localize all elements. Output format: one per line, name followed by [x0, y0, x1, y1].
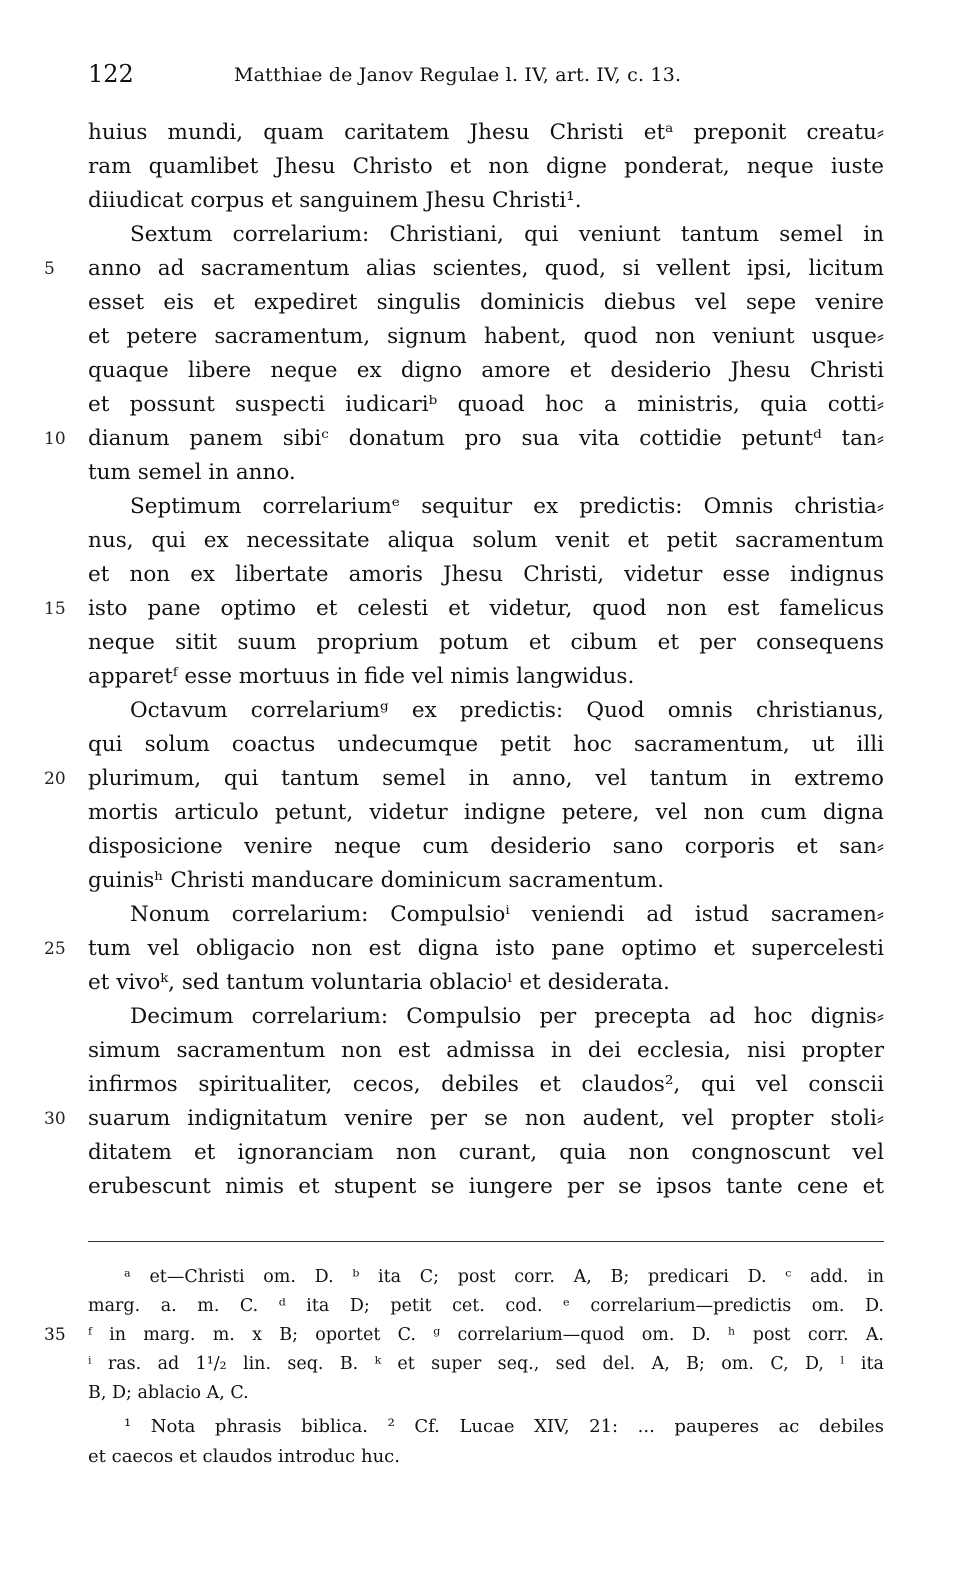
line-text: Septimum correlariumᵉ sequitur ex predictis: Omnis christia⸗ [130, 494, 884, 519]
apparatus-line [88, 1379, 884, 1408]
text-line [88, 490, 884, 524]
line-text: et petere sacramentum, signum habent, quod non veniunt usque⸗ [88, 324, 884, 349]
text-line [44, 1102, 884, 1136]
line-text: esset eis et expediret singulis dominicis diebus vel sepe venire [88, 290, 884, 315]
text-line [88, 184, 884, 218]
line-text: erubescunt nimis et stupent se iungere per se ipsos tante cene et [88, 1174, 884, 1199]
footnote-text: ¹ Nota phrasis biblica. ² Cf. Lucae XIV, 21: ... pauperes ac debiles [124, 1416, 884, 1437]
text-line [88, 1170, 884, 1204]
text-line [88, 150, 884, 184]
line-text: huius mundi, quam caritatem Jhesu Christi etᵃ preponit creatu⸗ [88, 120, 884, 145]
text-line [88, 864, 884, 898]
text-line [44, 762, 884, 796]
line-text: ditatem et ignoranciam non curant, quia non congnoscunt vel [88, 1140, 884, 1165]
line-number: 25 [44, 939, 66, 959]
line-number: 5 [44, 259, 55, 279]
line-text: nus, qui ex necessitate aliqua solum venit et petit sacramentum [88, 528, 884, 553]
line-text: Decimum correlarium: Compulsio per precepta ad hoc dignis⸗ [130, 1004, 884, 1029]
line-number: 30 [44, 1109, 66, 1129]
line-text: Sextum correlarium: Christiani, qui veniunt tantum semel in [130, 222, 884, 247]
critical-apparatus [44, 1263, 884, 1408]
text-line [44, 252, 884, 286]
text-line [88, 558, 884, 592]
line-text: infirmos spiritualiter, cecos, debiles et claudos², qui vel conscii [88, 1072, 884, 1097]
line-text: et possunt suspecti iudicariᵇ quoad hoc a ministris, quia cotti⸗ [88, 392, 884, 417]
apparatus-line [44, 1321, 884, 1350]
text-line [88, 694, 884, 728]
apparatus-text: ᶠ in marg. m. x B; oportet C. ᵍ correlarium—quod om. D. ʰ post corr. A. [88, 1325, 884, 1345]
line-text: ram quamlibet Jhesu Christo et non digne ponderat, neque iuste [88, 154, 884, 179]
text-line [88, 898, 884, 932]
text-line [88, 660, 884, 694]
line-text: Nonum correlarium: Compulsioⁱ veniendi ad istud sacramen⸗ [130, 902, 884, 927]
line-text: Octavum correlariumᵍ ex predictis: Quod omnis christianus, [130, 698, 884, 723]
text-line [88, 1136, 884, 1170]
line-text: dianum panem sibiᶜ donatum pro sua vita cottidie petuntᵈ tan⸗ [88, 426, 884, 451]
line-text: et vivoᵏ, sed tantum voluntaria oblacioˡ et desiderata. [88, 970, 670, 995]
text-line [88, 1034, 884, 1068]
source-notes [88, 1412, 884, 1472]
text-line [88, 286, 884, 320]
line-number: 10 [44, 429, 66, 449]
line-text: et non ex libertate amoris Jhesu Christi, videtur esse indignus [88, 562, 884, 587]
footnote-rule [88, 1241, 884, 1242]
text-line [88, 1068, 884, 1102]
line-text: guinisʰ Christi manducare dominicum sacramentum. [88, 868, 665, 893]
line-text: simum sacramentum non est admissa in dei ecclesia, nisi propter [88, 1038, 884, 1063]
text-line [44, 422, 884, 456]
text-line [88, 626, 884, 660]
text-line [88, 830, 884, 864]
apparatus-text: ᵃ et—Christi om. D. ᵇ ita C; post corr. A, B; predicari D. ᶜ add. in [124, 1267, 884, 1287]
line-text: apparetᶠ esse mortuus in fide vel nimis langwidus. [88, 664, 635, 689]
line-text: isto pane optimo et celesti et videtur, quod non est famelicus [88, 596, 884, 621]
text-line [44, 592, 884, 626]
text-line [88, 354, 884, 388]
apparatus-text: ⁱ ras. ad 1¹/₂ lin. seq. B. ᵏ et super seq., sed del. A, B; om. C, D, ˡ ita [88, 1354, 884, 1374]
line-text: neque sitit suum proprium potum et cibum et per consequens [88, 630, 884, 655]
text-line [88, 320, 884, 354]
line-number: 15 [44, 599, 66, 619]
apparatus-line [88, 1350, 884, 1379]
text-line [88, 456, 884, 490]
footnote-text: et caecos et claudos introduc huc. [88, 1446, 400, 1467]
text-line [88, 116, 884, 150]
text-line [88, 796, 884, 830]
apparatus-line [88, 1292, 884, 1321]
text-line [88, 966, 884, 1000]
text-line [88, 524, 884, 558]
line-number: 35 [44, 1325, 66, 1345]
line-text: quaque libere neque ex digno amore et desiderio Jhesu Christi [88, 358, 884, 383]
running-head: Matthiae de Janov Regulae l. IV, art. IV, c. 13. [234, 64, 682, 86]
line-text: suarum indignitatum venire per se non audent, vel propter stoli⸗ [88, 1106, 884, 1131]
footnote-line [88, 1442, 884, 1472]
main-text [44, 116, 884, 1204]
line-text: tum semel in anno. [88, 460, 296, 485]
page-header [88, 60, 888, 96]
apparatus-line [88, 1263, 884, 1292]
line-text: plurimum, qui tantum semel in anno, vel tantum in extremo [88, 766, 884, 791]
page-number: 122 [88, 60, 134, 88]
line-text: anno ad sacramentum alias scientes, quod, si vellent ipsi, licitum [88, 256, 884, 281]
text-line [88, 728, 884, 762]
line-number: 20 [44, 769, 66, 789]
line-text: qui solum coactus undecumque petit hoc sacramentum, ut illi [88, 732, 884, 757]
line-text: mortis articulo petunt, videtur indigne petere, vel non cum digna [88, 800, 884, 825]
text-line [88, 1000, 884, 1034]
line-text: disposicione venire neque cum desiderio sano corporis et san⸗ [88, 834, 884, 859]
text-line [88, 218, 884, 252]
apparatus-text: B, D; ablacio A, C. [88, 1383, 249, 1403]
line-text: tum vel obligacio non est digna isto pane optimo et supercelesti [88, 936, 884, 961]
text-line [44, 932, 884, 966]
line-text: diiudicat corpus et sanguinem Jhesu Christi¹. [88, 188, 582, 213]
apparatus-text: marg. a. m. C. ᵈ ita D; petit cet. cod. ᵉ correlarium—predictis om. D. [88, 1296, 884, 1316]
text-line [88, 388, 884, 422]
footnote-line [88, 1412, 884, 1442]
